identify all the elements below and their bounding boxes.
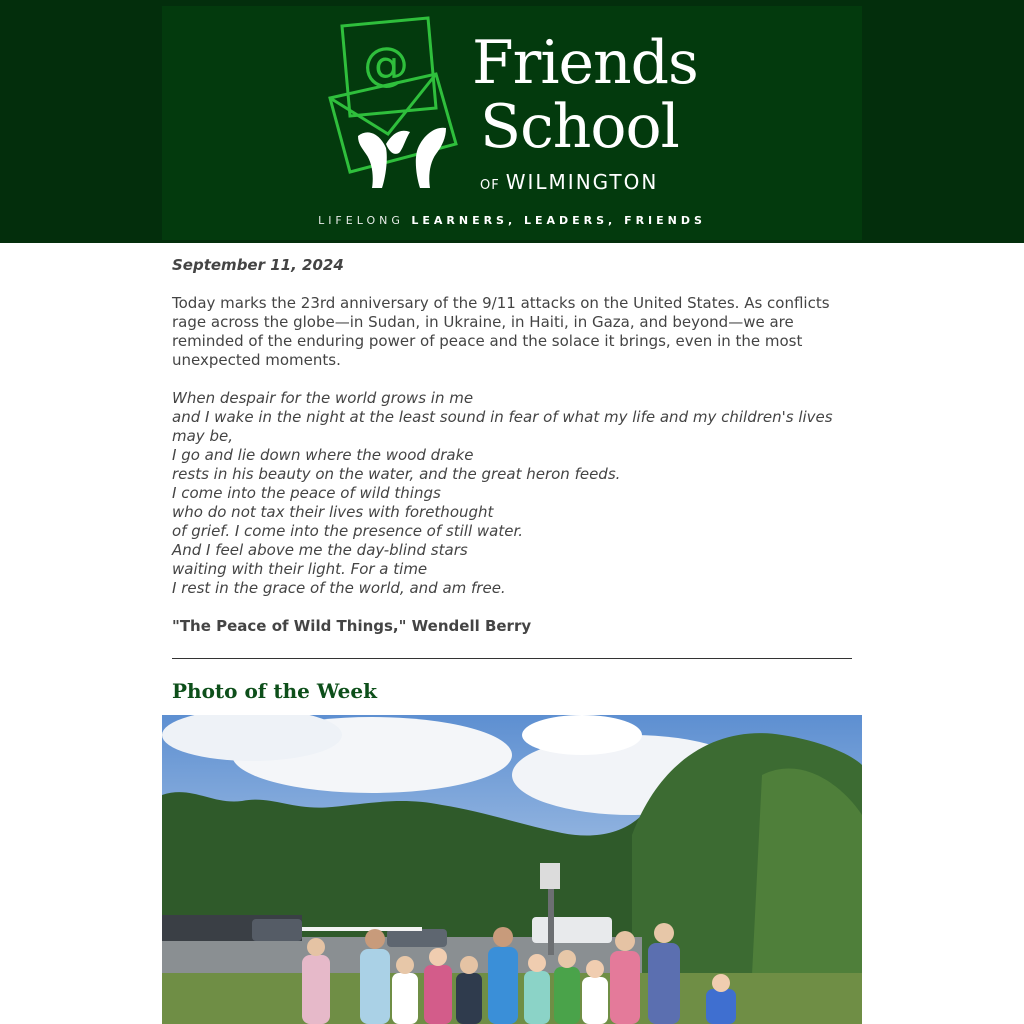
header-logo-area xyxy=(162,6,862,240)
poem-line: I rest in the grace of the world, and am free. xyxy=(172,579,506,597)
wordmark-location xyxy=(480,170,658,194)
wordmark-school: School xyxy=(480,92,679,162)
newsletter-date: September 11, 2024 xyxy=(172,256,344,274)
poem-line: who do not tax their lives with forethought xyxy=(172,503,494,521)
newsletter-body xyxy=(172,256,852,636)
tagline-lifelong: LIFELONG xyxy=(318,214,404,227)
section-divider xyxy=(172,658,852,659)
header-banner xyxy=(0,0,1024,243)
wordmark-of: OF xyxy=(480,178,500,193)
logo-at-symbol: @ xyxy=(363,37,409,91)
intro-paragraph: Today marks the 23rd anniversary of the 9/11 attacks on the United States. As conflicts rage across the globe—in Sudan, in Ukraine, in Haiti, in Gaza, and beyond—we are reminded of the enduring power of peace and the solace it brings, even in the most unexpected moments. xyxy=(172,294,830,369)
poem-line: waiting with their light. For a time xyxy=(172,560,428,578)
photo-of-the-week-heading: Photo of the Week xyxy=(172,679,377,703)
poem-line: of grief. I come into the presence of still water. xyxy=(172,522,524,540)
poem-line: I come into the peace of wild things xyxy=(172,484,441,502)
poem-line: And I feel above me the day-blind stars xyxy=(172,541,468,559)
poem-line: rests in his beauty on the water, and the great heron feeds. xyxy=(172,465,621,483)
wordmark-friends: Friends xyxy=(472,28,698,98)
poem-line: When despair for the world grows in me xyxy=(172,389,474,407)
poem-line: I go and lie down where the wood drake xyxy=(172,446,474,464)
school-tagline xyxy=(162,214,862,227)
tagline-values: LEARNERS, LEADERS, FRIENDS xyxy=(411,214,706,227)
photo-of-the-week-image xyxy=(162,715,862,1024)
envelope-with-dove-hands-icon xyxy=(328,16,462,194)
poem-line: and I wake in the night at the least sound in fear of what my life and my children's lives may be, xyxy=(172,408,833,445)
wordmark-city: WILMINGTON xyxy=(505,170,659,194)
poem-attribution: "The Peace of Wild Things," Wendell Berry xyxy=(172,617,532,635)
poem xyxy=(172,389,852,598)
